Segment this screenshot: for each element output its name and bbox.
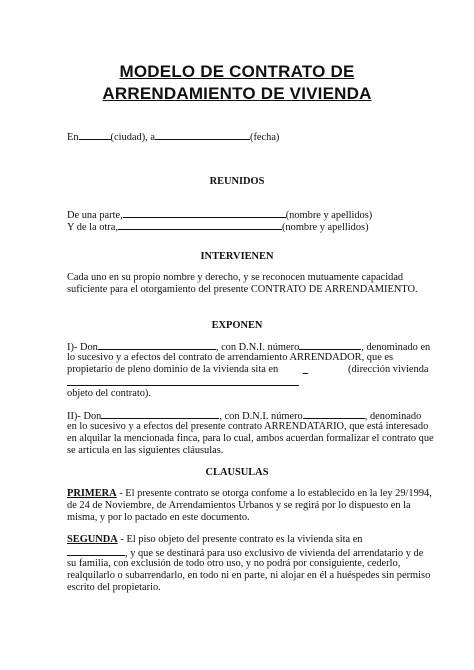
segunda-label: SEGUNDA xyxy=(67,534,118,545)
intervienen-heading: INTERVIENEN xyxy=(200,251,274,262)
place-date-line xyxy=(67,130,279,143)
exponen-i-line-5: objeto del contrato). xyxy=(67,388,151,399)
city-label: (ciudad), a xyxy=(110,132,155,143)
party-two-line xyxy=(67,220,369,233)
primera-line-3: misma, y por lo pactado en este documento. xyxy=(67,512,250,523)
segunda-line-3: su familia, con exclusión de todo otro uso, y no podrá por consiguiente, cederlo, xyxy=(67,558,401,569)
exponen-i-line-3 xyxy=(67,364,429,375)
exponen-i-address-blank xyxy=(67,376,299,386)
segunda-line-1 xyxy=(67,534,363,545)
exponen-ii-dni-blank xyxy=(303,409,365,419)
exponen-ii-denominado: , denominado xyxy=(364,411,422,422)
exponen-i-line-3-suffix: (dirección vivienda xyxy=(348,364,429,375)
exponen-i-line-3-prefix: propietario de pleno dominio de la vivienda sita en xyxy=(67,364,279,375)
exponen-i-prefix: I)- Don xyxy=(67,342,98,353)
date-blank xyxy=(155,130,250,140)
segunda-line-2-text: , y que se destinará para uso exclusivo de vivienda del arrendatario y de xyxy=(125,548,424,559)
clausulas-heading: CLAUSULAS xyxy=(205,467,269,478)
party-two-prefix: Y de la otra, xyxy=(67,222,118,233)
exponen-heading: EXPONEN xyxy=(211,320,263,331)
primera-line-1-text: - El presente contrato se otorga confome a lo establecido en la ley 29/1994, xyxy=(116,488,432,499)
place-en-label: En xyxy=(67,132,79,143)
party-two-suffix: (nombre y apellidos) xyxy=(281,222,369,233)
primera-label: PRIMERA xyxy=(67,488,117,499)
document-title-line-1: MODELO DE CONTRATO DE xyxy=(119,62,355,81)
exponen-i-line-2: lo sucesivo y a efectos del contrato de arrendamiento ARRENDADOR, que es xyxy=(67,352,394,363)
exponen-i-dni-label: , con D.N.I. número xyxy=(215,342,300,353)
party-one-blank xyxy=(123,208,286,218)
date-label: (fecha) xyxy=(249,132,280,143)
exponen-ii-name-blank xyxy=(101,409,219,419)
exponen-i-name-blank xyxy=(98,340,216,350)
segunda-address-blank xyxy=(67,546,125,556)
segunda-line-5: escrito del propietario. xyxy=(67,582,161,593)
exponen-ii-prefix: II)- Don xyxy=(67,411,102,422)
primera-line-1 xyxy=(67,488,432,499)
city-blank xyxy=(79,130,111,140)
exponen-i-line-3-mark: _ xyxy=(302,364,309,375)
exponen-ii-line-2: en lo sucesivo y a efectos del presente contrato ARRENDATARIO, que está interesado xyxy=(67,421,429,432)
exponen-ii-dni-label: , con D.N.I. número xyxy=(219,411,303,422)
party-one-prefix: De una parte, xyxy=(67,210,123,221)
exponen-i-denominado: , denominado en xyxy=(361,342,431,353)
exponen-i-dni-blank xyxy=(299,340,361,350)
primera-line-2: de 24 de Noviembre, de Arrendamientos Urbanos y se regirá por lo dispuesto en la xyxy=(67,500,411,511)
intervienen-line-2: suficiente para el otorgamiento del presente CONTRATO DE ARRENDAMIENTO. xyxy=(67,284,418,295)
intervienen-line-1: Cada uno en su propio nombre y derecho, y se reconocen mutuamente capacidad xyxy=(67,272,404,283)
exponen-ii-line-3: en alquilar la mencionada finca, para lo cual, ambos acuerdan formalizar el contrato que xyxy=(67,433,434,444)
party-one-suffix: (nombre y apellidos) xyxy=(285,210,373,221)
segunda-line-4: realquilarlo o subarrendarlo, en todo ni en parte, ni alojar en él a huéspedes sin permiso xyxy=(67,570,431,581)
segunda-line-1-text: - El piso objeto del presente contrato es la vivienda sita en xyxy=(117,534,363,545)
reunidos-heading: REUNIDOS xyxy=(209,176,265,187)
party-two-blank xyxy=(118,220,282,230)
exponen-ii-line-4: se articula en las siguientes cláusulas. xyxy=(67,445,224,456)
document-title-line-2: ARRENDAMIENTO DE VIVIENDA xyxy=(102,84,372,103)
